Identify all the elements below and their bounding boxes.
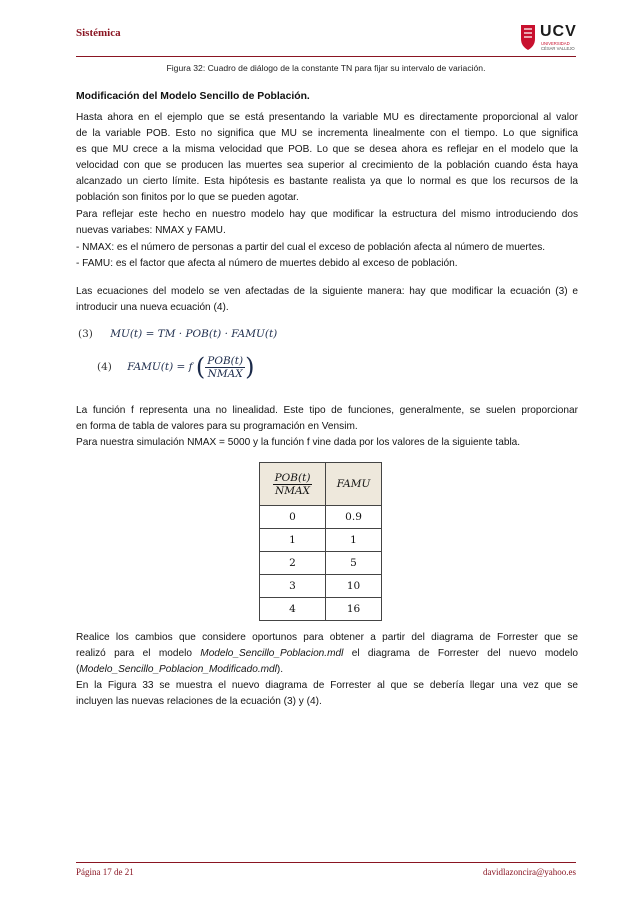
page-number: Página 17 de 21: [76, 867, 134, 877]
table-header-row: [260, 463, 382, 506]
text-line: (Modelo_Sencillo_Poblacion_Modificado.mdl).: [76, 664, 284, 676]
equation-lhs: FAMU(t) = f: [127, 361, 193, 373]
text-line: La función f representa una no linealidad. Este tipo de funciones, generalmente, se suelen proporcionar: [76, 405, 578, 416]
text-line: Para reflejar este hecho en nuestro modelo hay que modificar la estructura del mismo introduciendo dos: [76, 208, 578, 220]
text-line: introducir una nueva ecuación (4).: [76, 302, 229, 314]
table-header-ratio: [260, 463, 326, 506]
text-line: de la variable POB. Esto no significa que MU se incrementa linealmente con el tiempo. Lo que significa: [76, 128, 578, 140]
table-row: [260, 552, 382, 575]
equation-fraction: [205, 355, 245, 380]
equation-number: (3): [78, 328, 93, 340]
table-header-famu: FAMU: [326, 463, 382, 506]
text-line: alcanzado un cierto límite. Esta hipótesis es bastante realista ya que lo normal es que los recursos de la: [76, 176, 578, 188]
text-line: nuevas variabes: NMAX y FAMU.: [76, 224, 226, 236]
equation-number: (4): [97, 361, 112, 373]
logo-subtitle-1: UNIVERSIDAD: [541, 41, 570, 46]
logo-subtitle-2: CÉSAR VALLEJO: [541, 46, 575, 51]
header-numerator: POB(t): [274, 471, 311, 484]
table-cell: 4: [260, 598, 326, 621]
text-line: población son finitos por lo que se pueden agotar.: [76, 192, 299, 204]
table-row: [260, 506, 382, 529]
paragraph-function: [76, 403, 578, 451]
fraction-numerator: POB(t): [207, 354, 244, 367]
variable-list: [76, 240, 578, 272]
text-line: en forma de tabla de valores para su programación en Vensim.: [76, 421, 358, 433]
text-line: incluyen las nuevas relaciones de la ecuación (3) y (4).: [76, 696, 322, 708]
header-rule: [76, 56, 576, 57]
equation-4: (4) FAMU(t) = f ( $\frac{\text{POB(t)}}{\text{NMAX}}$ ): [97, 353, 255, 381]
table-cell: 16: [326, 598, 382, 621]
table-cell: 2: [260, 552, 326, 575]
table-cell: 1: [326, 529, 382, 552]
footer-rule: [76, 862, 576, 863]
section-title: Modificación del Modelo Sencillo de Población.: [76, 91, 310, 102]
table-cell: 10: [326, 575, 382, 598]
ucv-logo: [520, 22, 586, 52]
table-cell: 0: [260, 506, 326, 529]
author-email: davidlazoncira@yahoo.es: [482, 867, 576, 877]
list-item: - NMAX: es el número de personas a partir del cual el exceso de población afecta al número de muertes.: [76, 242, 546, 253]
text-line: realizó para el modelo Modelo_Sencillo_Poblacion.mdl el diagrama de Forrester del nuevo modelo: [76, 648, 578, 660]
equation-3: [78, 328, 277, 340]
logo-text: UCV: [540, 23, 577, 40]
header-denominator: NMAX: [275, 484, 311, 497]
table-cell: 3: [260, 575, 326, 598]
table-cell: 5: [326, 552, 382, 575]
figure-caption: Figura 32: Cuadro de diálogo de la constante TN para fijar su intervalo de variación.: [166, 63, 486, 73]
text-line: Realice los cambios que considere oportunos para obtener a partir del diagrama de Forrester que se: [76, 632, 578, 643]
equation-body: MU(t) = TM · POB(t) · FAMU(t): [110, 328, 278, 340]
text-line: Hasta ahora en el ejemplo que se está presentando la variable MU es directamente proporcional al valor: [76, 112, 578, 123]
model-file-name: Modelo_Sencillo_Poblacion.mdl: [200, 648, 344, 660]
table-cell: 0.9: [326, 506, 382, 529]
table-row: [260, 598, 382, 621]
paragraph-equations: [76, 284, 578, 316]
table-cell: 1: [260, 529, 326, 552]
text-line: es que MU crece a la misma velocidad que POB. Lo que se desea ahora es reflejar en el modelo que la: [76, 144, 578, 156]
list-item: - FAMU: es el factor que afecta al número de muertes debido al exceso de población.: [76, 258, 458, 270]
text-line: velocidad con que se producen las muertes sea superior al crecimiento de la población cuando ésta haya: [76, 160, 578, 172]
paragraph-intro: [76, 110, 578, 239]
famu-table: [259, 462, 382, 621]
text-line: Las ecuaciones del modelo se ven afectadas de la siguiente manera: hay que modificar la ecuación (3) e: [76, 286, 578, 297]
text-line: Para nuestra simulación NMAX = 5000 y la función f vine dada por los valores de la siguiente tabla.: [76, 437, 521, 449]
table-row: [260, 529, 382, 552]
fraction-denominator: NMAX: [207, 367, 243, 380]
text-line: En la Figura 33 se muestra el nuevo diagrama de Forrester al que se debería llegar una vez que se: [76, 680, 578, 692]
modified-model-file-name: Modelo_Sencillo_Poblacion_Modificado.mdl: [79, 664, 277, 676]
header-title: Sistémica: [76, 27, 121, 39]
table-row: [260, 575, 382, 598]
paragraph-exercise: [76, 630, 578, 710]
